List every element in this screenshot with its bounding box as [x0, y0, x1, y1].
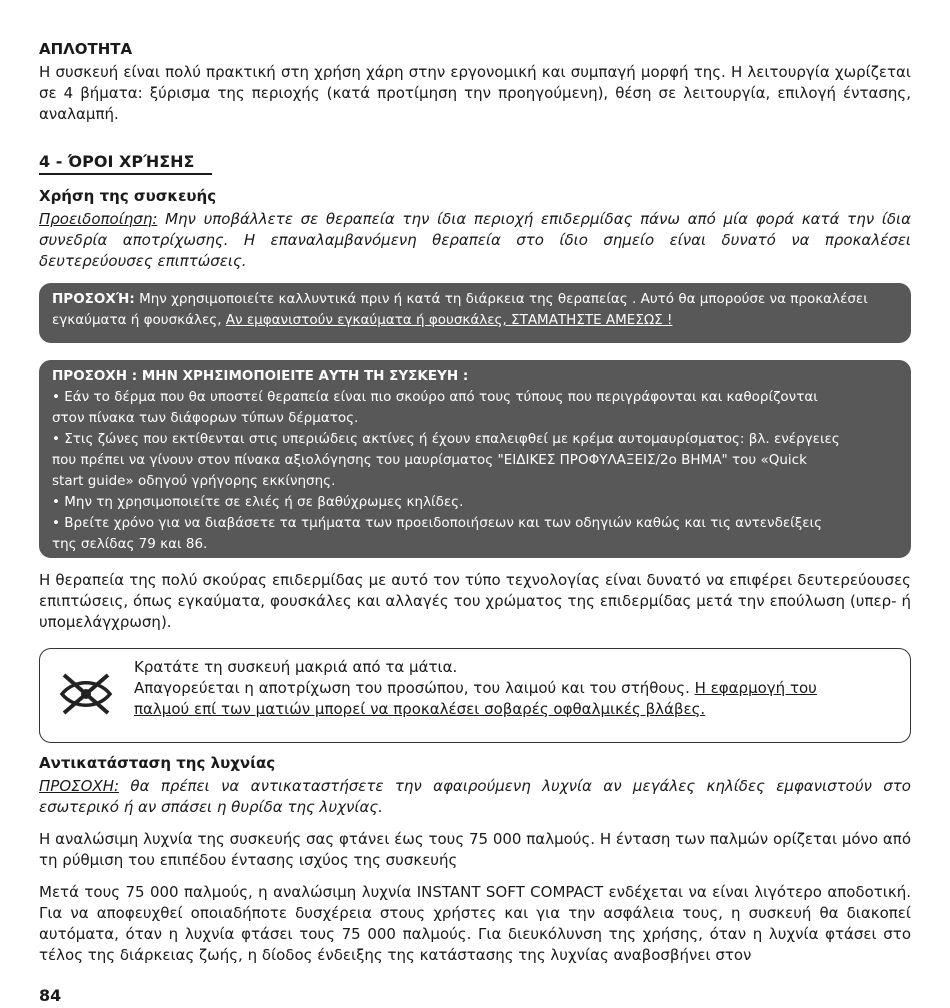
do-not-use-line: της σελίδας 79 και 86. [52, 536, 208, 552]
eye-warning-box [39, 648, 911, 743]
usage-heading: Χρήση της συσκευής [39, 187, 217, 205]
section-heading-underline [39, 173, 212, 175]
do-not-use-line: start guide» οδηγού γρήγορης εκκίνησης. [52, 473, 336, 489]
do-not-use-line: • Μην τη χρησιμοποιείτε σε ελιές ή σε βαθύχρωμες κηλίδες. [52, 494, 464, 510]
caution-box [39, 283, 911, 343]
do-not-use-title: ΠΡΟΣΟΧΗ : ΜΗΝ ΧΡΗΣΙΜΟΠΟΙΕΙΤΕ ΑΥΤΗ ΤΗ ΣΥΣΚΕΥΗ : [52, 368, 469, 384]
page-number: 84 [39, 986, 62, 1005]
lamp-warning-label: ΠΡΟΣΟΧΗ: [39, 777, 120, 795]
eye-warning-text [134, 657, 894, 720]
eye-warning-line-2 [134, 678, 894, 699]
dark-skin-text: Η θεραπεία της πολύ σκούρας επιδερμίδας με αυτό τον τύπο τεχνολογίας είναι δυνατό να επιφέρει δευτερεύουσες επιπτώσεις, όπως εγκαύματα, φουσκάλες και αλλαγές του χρώματος της επιδερμίδας μετά την επούλωση (υπερ- ή υπομελάγχρωση). [39, 571, 911, 631]
do-not-use-line: • Βρείτε χρόνο για να διαβάσετε τα τμήματα των προειδοποιήσεων και των οδηγιών καθώς και τις αντενδείξεις [52, 515, 823, 531]
simplicity-heading: ΑΠΛΟΤΗΤΑ [39, 40, 133, 58]
lamp-warning-text: θα πρέπει να αντικαταστήσετε την αφαιρούμενη λυχνία αν μεγάλες κηλίδες εμφανιστούν στο εσωτερικό ή αν σπάσει η θυρίδα της λυχνίας. [39, 777, 911, 816]
usage-warning-text: Μην υποβάλλετε σε θεραπεία την ίδια περιοχή επιδερμίδας πάνω από μία φορά κατά την ίδια συνεδρία αποτρίχωσης. Η επαναλαμβανόμενη θεραπεία στο ίδιο σημείο είναι δυνατό να προκαλέσει δευτερεύουσες επιπτώσεις. [39, 210, 911, 270]
lamp-paragraph-1: Η αναλώσιμη λυχνία της συσκευής σας φτάνει έως τους 75 000 παλμούς. Η ένταση των παλμών ορίζεται μόνο από τη ρύθμιση του επιπέδου έντασης ισχύος της συσκευής [39, 830, 911, 869]
do-not-use-line: • Εάν το δέρμα που θα υποστεί θεραπεία είναι πιο σκούρο από τους τύπους που περιγράφονται και καθορίζονται [52, 389, 818, 405]
eye-warning-line-2-text: Απαγορεύεται η αποτρίχωση του προσώπου, του λαιμού και του στήθους. [134, 679, 695, 697]
caution-emphasis: Αν εμφανιστούν εγκαύματα ή φουσκάλες, ΣΤΑΜΑΤΗΣΤΕ ΑΜΕΣΩΣ ! [225, 312, 673, 328]
lamp-paragraph-2: Μετά τους 75 000 παλμούς, η αναλώσιμη λυχνία INSTANT SOFT COMPACT ενδέχεται να είναι λιγότερο αποδοτική. Για να αποφευχθεί οποιαδήποτε δυσχέρεια στους χρήστες και για την ασφάλεια τους, η συσκευή θα διακοπεί αυτόματα, όταν η λυχνία φτάσει τους 75 000 παλμούς. Για διευκόλυνση της χρήσης, όταν η λυχνία φτάσει στο τέλος της διάρκειας ζωής, η δίοδος ένδειξης της κατάστασης της λυχνίας αναβοσβήνει στον [39, 883, 911, 964]
eye-warning-line-1: Κρατάτε τη συσκευή μακριά από τα μάτια. [134, 658, 458, 676]
eye-warning-line-3: παλμού επί των ματιών μπορεί να προκαλέσει σοβαρές οφθαλμικές βλάβες. [134, 700, 706, 718]
do-not-use-line: στον πίνακα των διάφορων τύπων δέρματος. [52, 410, 359, 426]
do-not-use-line: που πρέπει να γίνουν στον πίνακα αξιολόγησης του μαυρίσματος "ΕΙΔΙΚΕΣ ΠΡΟΦΥΛΑΞΕΙΣ/2ο ΒΗΜΑ" του «Quick [52, 452, 807, 468]
crossed-eye-icon [58, 671, 114, 717]
usage-warning [39, 209, 911, 272]
do-not-use-box [39, 360, 911, 558]
usage-warning-label: Προειδοποίηση: [39, 210, 158, 228]
simplicity-text: Η συσκευή είναι πολύ πρακτική στη χρήση χάρη στην εργονομική και συμπαγή μορφή της. Η λειτουργία χωρίζεται σε 4 βήματα: ξύρισμα της περιοχής (κατά προτίμηση την προηγούμενη), θέση σε λειτουργία, επιλογή έντασης, αναλαμπή. [39, 63, 911, 123]
lamp-warning [39, 776, 911, 818]
caution-label: ΠΡΟΣΟΧΉ: [52, 291, 135, 307]
caution-text: Μην χρησιμοποιείτε καλλυντικά πριν ή κατά τη διάρκεια της θεραπείας . Αυτό θα μπορούσε να προκαλέσει εγκαύματα ή φουσκάλες, [52, 291, 868, 328]
eye-warning-emphasis: Η εφαρμογή του [694, 679, 817, 697]
lamp-heading: Αντικατάσταση της λυχνίας [39, 754, 276, 772]
section-heading: 4 - ΌΡΟΙ ΧΡΉΣΗΣ [39, 152, 195, 171]
do-not-use-line: • Στις ζώνες που εκτίθενται στις υπεριώδεις ακτίνες ή έχουν επαλειφθεί με κρέμα αυτομαυρίσματος: βλ. ενέργειες [52, 431, 840, 447]
